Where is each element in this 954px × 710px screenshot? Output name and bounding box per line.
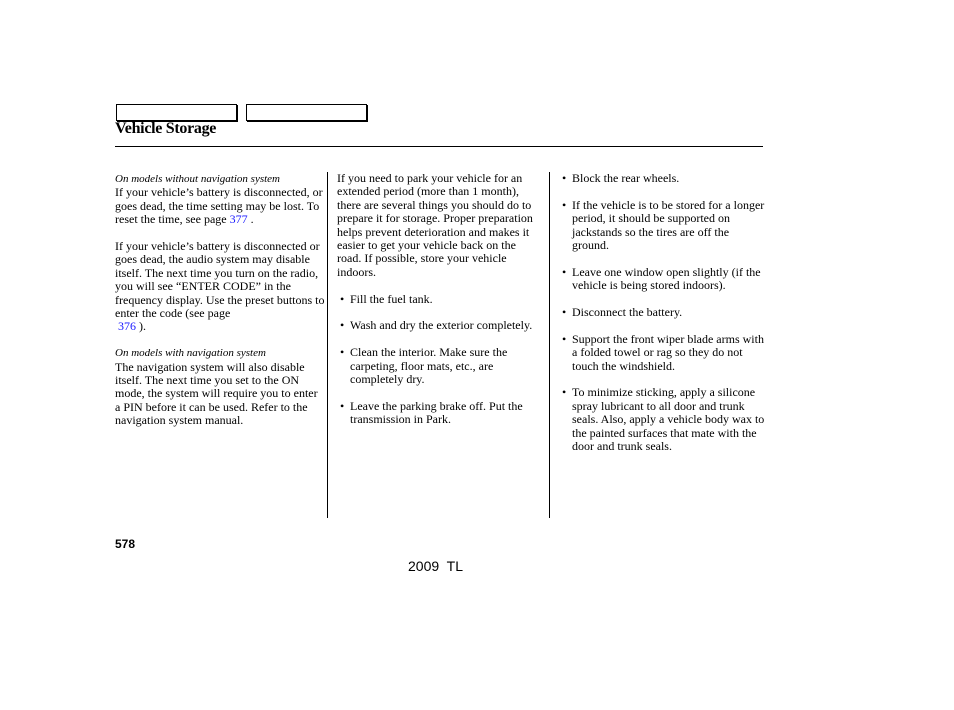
list-item-text: Block the rear wheels.: [572, 171, 680, 185]
list-item-text: Disconnect the battery.: [572, 305, 683, 320]
list-item-text: Support the front wiper blade arms with a folded towel or rag so they do not touch the windshield.: [572, 331, 764, 373]
list-item: [562, 172, 765, 185]
nav-tab-1[interactable]: [116, 104, 237, 121]
page-title: Vehicle Storage: [115, 120, 217, 137]
page-number: 578: [115, 537, 136, 551]
storage-intro-paragraph: If you need to park your vehicle for an extended period (more than 1 month), there are several things you should do to prepare it for storage. Proper preparation helps prevent deterioration and makes it easier to get your vehicle back on the road. If possible, store your vehicle indoors.: [337, 171, 533, 279]
nav-tab-2[interactable]: [246, 104, 367, 121]
list-item: [562, 266, 765, 293]
column-1: [115, 172, 325, 441]
list-item: [337, 319, 542, 332]
bullet-marker: •: [340, 398, 345, 413]
list-item: [337, 346, 542, 386]
list-item: [562, 306, 765, 319]
storage-steps-list-continued: [562, 172, 765, 453]
bullet-marker: •: [340, 291, 345, 306]
page-link-377[interactable]: 377: [229, 212, 248, 227]
column-2: [337, 172, 542, 440]
audio-code-paragraph: [115, 240, 325, 334]
list-item-text: Fill the fuel tank.: [350, 291, 433, 306]
list-item-text: If the vehicle is to be stored for a longer period, it should be supported on jackstands so the tires are off the ground.: [572, 197, 765, 253]
bullet-marker: •: [340, 345, 345, 360]
list-item-text: Clean the interior. Make sure the carpeting, floor mats, etc., are completely dry.: [350, 345, 508, 387]
list-item-text: Leave one window open slightly (if the vehicle is being stored indoors).: [572, 264, 761, 293]
column-divider-2: [549, 172, 550, 518]
page-link-376[interactable]: 376: [118, 319, 136, 334]
footer-model-label: 2009 TL: [408, 558, 464, 574]
time-reset-text: If your vehicle’s battery is disconnected, or goes dead, the time setting may be lost. To reset the time, see page: [115, 185, 323, 227]
list-item: [562, 199, 765, 253]
list-item: [562, 333, 765, 373]
time-reset-paragraph: [115, 186, 325, 226]
title-rule: [115, 146, 763, 147]
bullet-marker: •: [562, 305, 567, 320]
column-divider-1: [327, 172, 328, 518]
audio-code-text: If your vehicle’s battery is disconnected or goes dead, the audio system may disable itself. The next time you turn on the radio, you will see “ENTER CODE” in the frequency display. Use the preset buttons to enter the code (see page: [115, 239, 325, 321]
model-note-with-nav: On models with navigation system: [115, 347, 266, 360]
bullet-marker: •: [562, 331, 567, 346]
bullet-marker: •: [340, 318, 345, 333]
navigation-paragraph: The navigation system will also disable itself. The next time you set to the ON mode, the system will require you to enter a PIN before it can be used. Refer to the navigation system manual.: [115, 359, 318, 428]
time-reset-text-end: .: [247, 212, 254, 227]
list-item-text: Wash and dry the exterior completely.: [350, 318, 533, 333]
storage-steps-list: [337, 293, 542, 427]
column-3: [562, 172, 765, 467]
model-note-without-nav: On models without navigation system: [115, 173, 280, 185]
list-item-text: Leave the parking brake off. Put the transmission in Park.: [350, 398, 523, 427]
list-item: [337, 293, 542, 306]
bullet-marker: •: [562, 197, 567, 212]
bullet-marker: •: [562, 171, 567, 185]
list-item: [562, 386, 765, 453]
audio-code-text-end: ).: [136, 319, 146, 334]
bullet-marker: •: [562, 264, 567, 279]
bullet-marker: •: [562, 385, 567, 400]
list-item: [337, 400, 542, 427]
list-item-text: To minimize sticking, apply a silicone spray lubricant to all door and trunk seals. Also, apply a vehicle body wax to the painted surfaces that mate with the door and trunk seals.: [572, 385, 765, 454]
